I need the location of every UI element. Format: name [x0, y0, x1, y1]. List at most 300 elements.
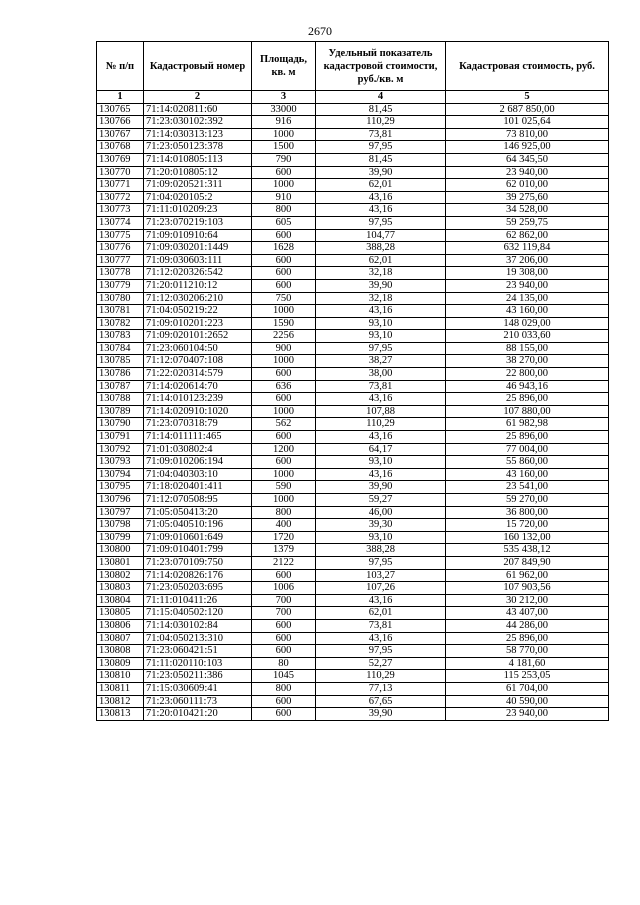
area-cell: 600: [252, 456, 316, 469]
table-row: [97, 166, 609, 179]
cadastral-value-cell: 23 940,00: [446, 166, 609, 179]
area-cell: 790: [252, 153, 316, 166]
cadastral-value-cell: 77 004,00: [446, 443, 609, 456]
table-row: [97, 582, 609, 595]
cadastral-value-cell: 160 132,00: [446, 531, 609, 544]
header-unit-rate: Удельный показатель кадастровой стоимости, руб./кв. м: [316, 42, 446, 91]
cadastral-number-cell: 71:09:010206:194: [144, 456, 252, 469]
row-number-cell: 130810: [97, 670, 144, 683]
unit-rate-cell: 97,95: [316, 645, 446, 658]
area-cell: 605: [252, 216, 316, 229]
area-cell: 1006: [252, 582, 316, 595]
unit-rate-cell: 43,16: [316, 305, 446, 318]
unit-rate-cell: 388,28: [316, 242, 446, 255]
unit-rate-cell: 93,10: [316, 330, 446, 343]
area-cell: 600: [252, 166, 316, 179]
row-number-cell: 130773: [97, 204, 144, 217]
area-cell: 1200: [252, 443, 316, 456]
unit-rate-cell: 97,95: [316, 342, 446, 355]
cadastral-value-cell: 23 940,00: [446, 279, 609, 292]
table-row: [97, 569, 609, 582]
area-cell: 600: [252, 695, 316, 708]
cadastral-number-cell: 71:23:030102:392: [144, 116, 252, 129]
row-number-cell: 130808: [97, 645, 144, 658]
cadastral-number-cell: 71:14:020614:70: [144, 380, 252, 393]
unit-rate-cell: 32,18: [316, 292, 446, 305]
row-number-cell: 130812: [97, 695, 144, 708]
cadastral-value-cell: 59 270,00: [446, 494, 609, 507]
unit-rate-cell: 43,16: [316, 594, 446, 607]
row-number-cell: 130785: [97, 355, 144, 368]
unit-rate-cell: 73,81: [316, 380, 446, 393]
row-number-cell: 130780: [97, 292, 144, 305]
row-number-cell: 130771: [97, 179, 144, 192]
cadastral-value-cell: 61 982,98: [446, 418, 609, 431]
row-number-cell: 130804: [97, 594, 144, 607]
row-number-cell: 130786: [97, 368, 144, 381]
table-row: [97, 179, 609, 192]
row-number-cell: 130765: [97, 103, 144, 116]
area-cell: 600: [252, 632, 316, 645]
cadastral-value-cell: 4 181,60: [446, 657, 609, 670]
table-row: [97, 506, 609, 519]
cadastral-value-cell: 15 720,00: [446, 519, 609, 532]
cadastral-value-cell: 207 849,90: [446, 556, 609, 569]
table-row: [97, 481, 609, 494]
cadastral-number-cell: 71:12:020326:542: [144, 267, 252, 280]
row-number-cell: 130769: [97, 153, 144, 166]
area-cell: 1500: [252, 141, 316, 154]
table-row: [97, 556, 609, 569]
row-number-cell: 130774: [97, 216, 144, 229]
table-row: [97, 216, 609, 229]
row-number-cell: 130795: [97, 481, 144, 494]
cadastral-value-cell: 22 800,00: [446, 368, 609, 381]
table-row: [97, 708, 609, 721]
unit-rate-cell: 67,65: [316, 695, 446, 708]
cadastral-value-cell: 88 155,00: [446, 342, 609, 355]
cadastral-number-cell: 71:09:010201:223: [144, 317, 252, 330]
row-number-cell: 130801: [97, 556, 144, 569]
table-row: [97, 531, 609, 544]
cadastral-value-table: [96, 41, 609, 721]
unit-rate-cell: 97,95: [316, 216, 446, 229]
row-number-cell: 130775: [97, 229, 144, 242]
cadastral-number-cell: 71:23:060421:51: [144, 645, 252, 658]
table-row: [97, 607, 609, 620]
area-cell: 1628: [252, 242, 316, 255]
table-row: [97, 317, 609, 330]
unit-rate-cell: 39,90: [316, 279, 446, 292]
cadastral-number-cell: 71:04:020105:2: [144, 191, 252, 204]
table-row: [97, 418, 609, 431]
area-cell: 600: [252, 254, 316, 267]
column-number: 3: [252, 91, 316, 104]
area-cell: 1000: [252, 494, 316, 507]
row-number-cell: 130809: [97, 657, 144, 670]
cadastral-number-cell: 71:20:011210:12: [144, 279, 252, 292]
area-cell: 600: [252, 645, 316, 658]
row-number-cell: 130813: [97, 708, 144, 721]
cadastral-number-cell: 71:23:070109:750: [144, 556, 252, 569]
table-row: [97, 594, 609, 607]
cadastral-number-cell: 71:09:010910:64: [144, 229, 252, 242]
area-cell: 1590: [252, 317, 316, 330]
cadastral-value-cell: 43 407,00: [446, 607, 609, 620]
unit-rate-cell: 73,81: [316, 128, 446, 141]
area-cell: 400: [252, 519, 316, 532]
cadastral-value-cell: 37 206,00: [446, 254, 609, 267]
unit-rate-cell: 43,16: [316, 204, 446, 217]
cadastral-value-cell: 535 438,12: [446, 544, 609, 557]
unit-rate-cell: 93,10: [316, 317, 446, 330]
unit-rate-cell: 43,16: [316, 393, 446, 406]
cadastral-value-cell: 30 212,00: [446, 594, 609, 607]
cadastral-value-cell: 25 896,00: [446, 632, 609, 645]
area-cell: 916: [252, 116, 316, 129]
cadastral-number-cell: 71:14:030313:123: [144, 128, 252, 141]
cadastral-value-cell: 23 541,00: [446, 481, 609, 494]
area-cell: 590: [252, 481, 316, 494]
cadastral-value-cell: 39 275,60: [446, 191, 609, 204]
table-row: [97, 405, 609, 418]
unit-rate-cell: 39,90: [316, 166, 446, 179]
cadastral-number-cell: 71:23:070219:103: [144, 216, 252, 229]
unit-rate-cell: 104,77: [316, 229, 446, 242]
cadastral-number-cell: 71:01:030802:4: [144, 443, 252, 456]
table-row: [97, 254, 609, 267]
cadastral-number-cell: 71:09:030201:1449: [144, 242, 252, 255]
row-number-cell: 130806: [97, 619, 144, 632]
table-row: [97, 153, 609, 166]
row-number-cell: 130782: [97, 317, 144, 330]
cadastral-number-cell: 71:09:020521:311: [144, 179, 252, 192]
cadastral-number-cell: 71:22:020314:579: [144, 368, 252, 381]
table-row: [97, 355, 609, 368]
area-cell: 636: [252, 380, 316, 393]
area-cell: 600: [252, 708, 316, 721]
table-row: [97, 330, 609, 343]
cadastral-value-cell: 40 590,00: [446, 695, 609, 708]
row-number-cell: 130776: [97, 242, 144, 255]
header-row-number: № п/п: [97, 42, 144, 91]
unit-rate-cell: 43,16: [316, 191, 446, 204]
area-cell: 750: [252, 292, 316, 305]
area-cell: 1720: [252, 531, 316, 544]
cadastral-number-cell: 71:12:070508:95: [144, 494, 252, 507]
cadastral-value-cell: 146 925,00: [446, 141, 609, 154]
row-number-cell: 130772: [97, 191, 144, 204]
unit-rate-cell: 110,29: [316, 670, 446, 683]
area-cell: 600: [252, 229, 316, 242]
cadastral-number-cell: 71:12:030206:210: [144, 292, 252, 305]
row-number-cell: 130790: [97, 418, 144, 431]
area-cell: 600: [252, 619, 316, 632]
table-row: [97, 657, 609, 670]
area-cell: 600: [252, 569, 316, 582]
cadastral-value-cell: 148 029,00: [446, 317, 609, 330]
cadastral-number-cell: 71:23:070318:79: [144, 418, 252, 431]
table-row: [97, 128, 609, 141]
unit-rate-cell: 38,27: [316, 355, 446, 368]
unit-rate-cell: 110,29: [316, 418, 446, 431]
row-number-cell: 130800: [97, 544, 144, 557]
row-number-cell: 130791: [97, 431, 144, 444]
cadastral-value-cell: 58 770,00: [446, 645, 609, 658]
unit-rate-cell: 93,10: [316, 531, 446, 544]
row-number-cell: 130766: [97, 116, 144, 129]
unit-rate-cell: 77,13: [316, 682, 446, 695]
cadastral-number-cell: 71:23:060111:73: [144, 695, 252, 708]
unit-rate-cell: 73,81: [316, 619, 446, 632]
table-row: [97, 494, 609, 507]
area-cell: 1000: [252, 355, 316, 368]
area-cell: 2122: [252, 556, 316, 569]
cadastral-number-cell: 71:12:070407:108: [144, 355, 252, 368]
cadastral-number-cell: 71:18:020401:411: [144, 481, 252, 494]
cadastral-number-cell: 71:15:030609:41: [144, 682, 252, 695]
row-number-cell: 130811: [97, 682, 144, 695]
table-row: [97, 191, 609, 204]
cadastral-value-cell: 61 962,00: [446, 569, 609, 582]
cadastral-value-cell: 19 308,00: [446, 267, 609, 280]
table-row: [97, 242, 609, 255]
unit-rate-cell: 39,90: [316, 708, 446, 721]
table-row: [97, 279, 609, 292]
area-cell: 800: [252, 204, 316, 217]
unit-rate-cell: 64,17: [316, 443, 446, 456]
row-number-cell: 130789: [97, 405, 144, 418]
row-number-cell: 130803: [97, 582, 144, 595]
row-number-cell: 130778: [97, 267, 144, 280]
page-number: 2670: [308, 24, 332, 38]
unit-rate-cell: 46,00: [316, 506, 446, 519]
area-cell: 910: [252, 191, 316, 204]
table-row: [97, 141, 609, 154]
area-cell: 80: [252, 657, 316, 670]
row-number-cell: 130793: [97, 456, 144, 469]
unit-rate-cell: 388,28: [316, 544, 446, 557]
header-cadastral-value: Кадастровая стоимость, руб.: [446, 42, 609, 91]
unit-rate-cell: 103,27: [316, 569, 446, 582]
table-row: [97, 468, 609, 481]
area-cell: 1000: [252, 468, 316, 481]
column-number: 2: [144, 91, 252, 104]
table-row: [97, 544, 609, 557]
cadastral-value-cell: 73 810,00: [446, 128, 609, 141]
unit-rate-cell: 62,01: [316, 179, 446, 192]
cadastral-number-cell: 71:04:050219:22: [144, 305, 252, 318]
area-cell: 600: [252, 368, 316, 381]
row-number-cell: 130781: [97, 305, 144, 318]
area-cell: 1045: [252, 670, 316, 683]
table-header-row: [97, 42, 609, 91]
cadastral-value-cell: 43 160,00: [446, 468, 609, 481]
cadastral-number-cell: 71:14:030102:84: [144, 619, 252, 632]
cadastral-value-cell: 24 135,00: [446, 292, 609, 305]
row-number-cell: 130797: [97, 506, 144, 519]
area-cell: 2256: [252, 330, 316, 343]
cadastral-number-cell: 71:09:010401:799: [144, 544, 252, 557]
cadastral-value-cell: 61 704,00: [446, 682, 609, 695]
unit-rate-cell: 38,00: [316, 368, 446, 381]
table-row: [97, 443, 609, 456]
cadastral-number-cell: 71:14:010805:113: [144, 153, 252, 166]
cadastral-number-cell: 71:23:050203:695: [144, 582, 252, 595]
table-row: [97, 116, 609, 129]
table-row: [97, 619, 609, 632]
table-row: [97, 292, 609, 305]
cadastral-value-cell: 115 253,05: [446, 670, 609, 683]
cadastral-value-cell: 62 862,00: [446, 229, 609, 242]
column-number-row: [97, 91, 609, 104]
cadastral-number-cell: 71:20:010805:12: [144, 166, 252, 179]
row-number-cell: 130777: [97, 254, 144, 267]
unit-rate-cell: 43,16: [316, 468, 446, 481]
unit-rate-cell: 97,95: [316, 556, 446, 569]
table-row: [97, 204, 609, 217]
cadastral-value-cell: 632 119,84: [446, 242, 609, 255]
cadastral-number-cell: 71:09:020101:2652: [144, 330, 252, 343]
unit-rate-cell: 110,29: [316, 116, 446, 129]
area-cell: 1000: [252, 179, 316, 192]
unit-rate-cell: 81,45: [316, 103, 446, 116]
column-number: 5: [446, 91, 609, 104]
cadastral-number-cell: 71:14:010123:239: [144, 393, 252, 406]
column-number: 1: [97, 91, 144, 104]
cadastral-value-cell: 59 259,75: [446, 216, 609, 229]
table-row: [97, 682, 609, 695]
cadastral-number-cell: 71:05:050413:20: [144, 506, 252, 519]
table-row: [97, 431, 609, 444]
cadastral-number-cell: 71:09:030603:111: [144, 254, 252, 267]
cadastral-value-cell: 46 943,16: [446, 380, 609, 393]
table-row: [97, 519, 609, 532]
table-row: [97, 456, 609, 469]
unit-rate-cell: 81,45: [316, 153, 446, 166]
row-number-cell: 130794: [97, 468, 144, 481]
cadastral-value-cell: 101 025,64: [446, 116, 609, 129]
cadastral-value-cell: 43 160,00: [446, 305, 609, 318]
table-row: [97, 305, 609, 318]
row-number-cell: 130802: [97, 569, 144, 582]
row-number-cell: 130770: [97, 166, 144, 179]
row-number-cell: 130788: [97, 393, 144, 406]
row-number-cell: 130807: [97, 632, 144, 645]
cadastral-number-cell: 71:04:040303:10: [144, 468, 252, 481]
cadastral-number-cell: 71:05:040510:196: [144, 519, 252, 532]
area-cell: 1379: [252, 544, 316, 557]
area-cell: 700: [252, 594, 316, 607]
area-cell: 600: [252, 393, 316, 406]
table-row: [97, 342, 609, 355]
row-number-cell: 130799: [97, 531, 144, 544]
table-row: [97, 103, 609, 116]
cadastral-number-cell: 71:14:020811:60: [144, 103, 252, 116]
area-cell: 600: [252, 267, 316, 280]
area-cell: 600: [252, 431, 316, 444]
cadastral-value-cell: 25 896,00: [446, 393, 609, 406]
area-cell: 700: [252, 607, 316, 620]
area-cell: 900: [252, 342, 316, 355]
table-row: [97, 267, 609, 280]
area-cell: 33000: [252, 103, 316, 116]
table-row: [97, 632, 609, 645]
cadastral-number-cell: 71:11:010411:26: [144, 594, 252, 607]
unit-rate-cell: 107,26: [316, 582, 446, 595]
table-row: [97, 695, 609, 708]
area-cell: 800: [252, 682, 316, 695]
cadastral-value-cell: 107 880,00: [446, 405, 609, 418]
cadastral-value-cell: 38 270,00: [446, 355, 609, 368]
area-cell: 562: [252, 418, 316, 431]
cadastral-number-cell: 71:14:011111:465: [144, 431, 252, 444]
area-cell: 1000: [252, 128, 316, 141]
table-row: [97, 393, 609, 406]
cadastral-value-cell: 55 860,00: [446, 456, 609, 469]
cadastral-number-cell: 71:23:050123:378: [144, 141, 252, 154]
unit-rate-cell: 32,18: [316, 267, 446, 280]
row-number-cell: 130783: [97, 330, 144, 343]
cadastral-value-cell: 2 687 850,00: [446, 103, 609, 116]
cadastral-number-cell: 71:11:010209:23: [144, 204, 252, 217]
row-number-cell: 130768: [97, 141, 144, 154]
cadastral-number-cell: 71:23:050211:386: [144, 670, 252, 683]
cadastral-value-cell: 34 528,00: [446, 204, 609, 217]
cadastral-value-cell: 62 010,00: [446, 179, 609, 192]
row-number-cell: 130805: [97, 607, 144, 620]
table-row: [97, 645, 609, 658]
header-cadastral-number: Кадастровый номер: [144, 42, 252, 91]
table-row: [97, 368, 609, 381]
row-number-cell: 130798: [97, 519, 144, 532]
row-number-cell: 130796: [97, 494, 144, 507]
cadastral-value-cell: 107 903,56: [446, 582, 609, 595]
area-cell: 1000: [252, 405, 316, 418]
cadastral-number-cell: 71:09:010601:649: [144, 531, 252, 544]
cadastral-value-cell: 210 033,60: [446, 330, 609, 343]
cadastral-value-cell: 64 345,50: [446, 153, 609, 166]
table-body: [97, 103, 609, 720]
table-row: [97, 380, 609, 393]
cadastral-value-cell: 25 896,00: [446, 431, 609, 444]
unit-rate-cell: 39,30: [316, 519, 446, 532]
unit-rate-cell: 59,27: [316, 494, 446, 507]
row-number-cell: 130784: [97, 342, 144, 355]
cadastral-number-cell: 71:23:060104:50: [144, 342, 252, 355]
table-row: [97, 670, 609, 683]
unit-rate-cell: 62,01: [316, 607, 446, 620]
cadastral-number-cell: 71:15:040502:120: [144, 607, 252, 620]
unit-rate-cell: 52,27: [316, 657, 446, 670]
cadastral-value-cell: 36 800,00: [446, 506, 609, 519]
cadastral-value-cell: 23 940,00: [446, 708, 609, 721]
unit-rate-cell: 39,90: [316, 481, 446, 494]
cadastral-value-cell: 44 286,00: [446, 619, 609, 632]
row-number-cell: 130792: [97, 443, 144, 456]
area-cell: 600: [252, 279, 316, 292]
cadastral-number-cell: 71:20:010421:20: [144, 708, 252, 721]
area-cell: 1000: [252, 305, 316, 318]
unit-rate-cell: 93,10: [316, 456, 446, 469]
column-number: 4: [316, 91, 446, 104]
unit-rate-cell: 107,88: [316, 405, 446, 418]
table-row: [97, 229, 609, 242]
cadastral-number-cell: 71:14:020910:1020: [144, 405, 252, 418]
cadastral-number-cell: 71:04:050213:310: [144, 632, 252, 645]
header-area: Площадь, кв. м: [252, 42, 316, 91]
cadastral-number-cell: 71:14:020826:176: [144, 569, 252, 582]
